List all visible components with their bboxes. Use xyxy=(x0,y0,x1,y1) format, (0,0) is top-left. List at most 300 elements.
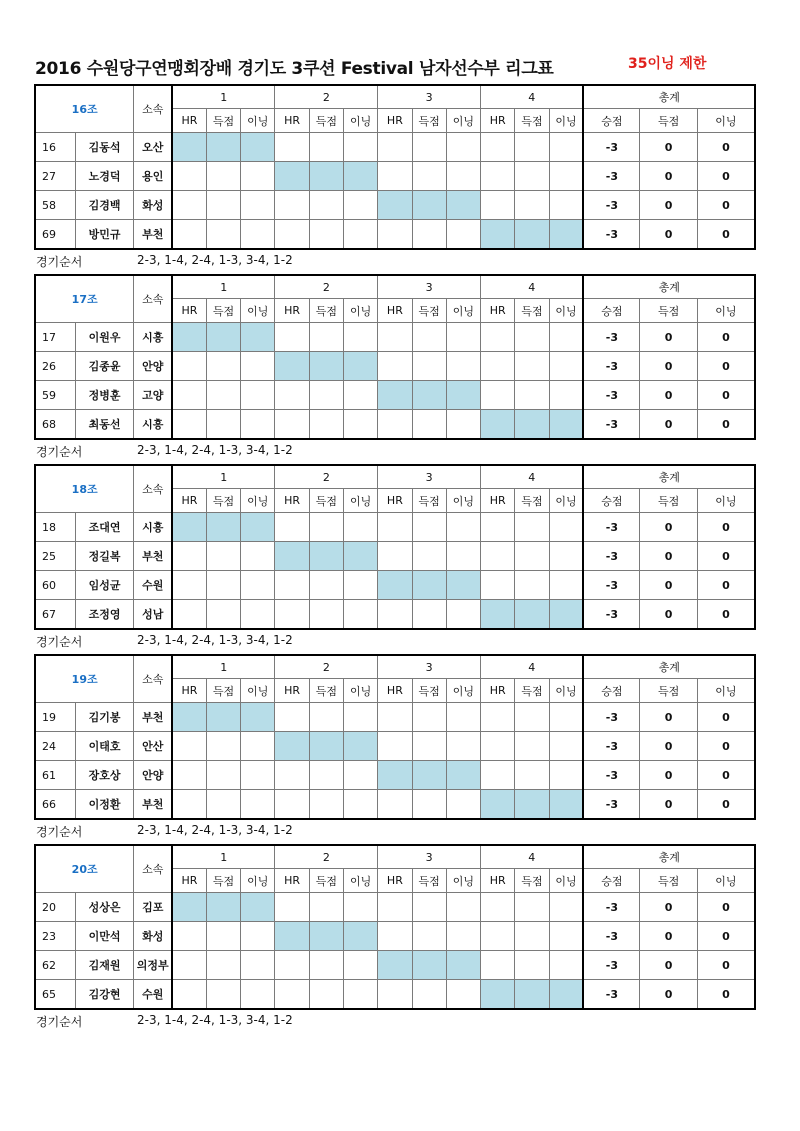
total-sub-header-score: 득점 xyxy=(640,679,697,703)
match-cell[interactable] xyxy=(343,600,377,630)
match-cell[interactable] xyxy=(275,410,309,440)
table-row xyxy=(35,513,755,542)
match-cell[interactable] xyxy=(309,761,343,790)
total-win-points: -3 xyxy=(583,381,639,410)
opponent-column-header: 4 xyxy=(481,85,584,109)
match-cell[interactable] xyxy=(275,381,309,410)
self-match-cell xyxy=(275,922,309,951)
self-match-cell xyxy=(241,513,275,542)
self-match-cell xyxy=(378,571,412,600)
match-cell[interactable] xyxy=(412,352,446,381)
match-cell[interactable] xyxy=(172,191,206,220)
match-cell[interactable] xyxy=(343,703,377,732)
total-header: 총계 xyxy=(583,465,755,489)
match-cell[interactable] xyxy=(343,133,377,162)
match-cell[interactable] xyxy=(275,571,309,600)
match-cell[interactable] xyxy=(206,352,240,381)
group-block xyxy=(34,464,756,630)
match-cell[interactable] xyxy=(412,542,446,571)
match-cell[interactable] xyxy=(549,542,583,571)
match-cell[interactable] xyxy=(309,893,343,922)
sub-header-score: 득점 xyxy=(309,869,343,893)
match-cell[interactable] xyxy=(206,922,240,951)
match-cell[interactable] xyxy=(241,381,275,410)
match-cell[interactable] xyxy=(172,542,206,571)
match-cell[interactable] xyxy=(481,732,515,761)
match-cell[interactable] xyxy=(275,513,309,542)
match-cell[interactable] xyxy=(206,191,240,220)
match-cell[interactable] xyxy=(515,162,549,191)
match-cell[interactable] xyxy=(446,513,480,542)
match-cell[interactable] xyxy=(172,352,206,381)
match-cell[interactable] xyxy=(481,571,515,600)
total-header: 총계 xyxy=(583,275,755,299)
total-win-points: -3 xyxy=(583,133,639,162)
self-match-cell xyxy=(309,732,343,761)
match-cell[interactable] xyxy=(206,571,240,600)
match-cell[interactable] xyxy=(309,703,343,732)
player-number: 27 xyxy=(35,162,75,191)
total-header: 총계 xyxy=(583,845,755,869)
self-match-cell xyxy=(343,352,377,381)
match-cell[interactable] xyxy=(412,790,446,820)
opponent-column-header: 1 xyxy=(172,275,275,299)
match-cell[interactable] xyxy=(206,790,240,820)
match-cell[interactable] xyxy=(241,732,275,761)
league-table xyxy=(34,844,756,1010)
player-name: 장호상 xyxy=(75,761,133,790)
match-cell[interactable] xyxy=(378,162,412,191)
match-cell[interactable] xyxy=(378,790,412,820)
total-sub-header-inning: 이닝 xyxy=(697,679,755,703)
self-match-cell xyxy=(446,951,480,980)
self-match-cell xyxy=(549,410,583,440)
match-cell[interactable] xyxy=(549,951,583,980)
total-score: 0 xyxy=(640,542,697,571)
match-cell[interactable] xyxy=(309,323,343,352)
table-row xyxy=(35,790,755,820)
opponent-column-header: 4 xyxy=(481,465,584,489)
sub-header-score: 득점 xyxy=(206,109,240,133)
player-name: 이만석 xyxy=(75,922,133,951)
match-cell[interactable] xyxy=(241,571,275,600)
match-cell[interactable] xyxy=(378,542,412,571)
match-cell[interactable] xyxy=(481,513,515,542)
match-cell[interactable] xyxy=(343,761,377,790)
match-cell[interactable] xyxy=(549,732,583,761)
match-cell[interactable] xyxy=(343,191,377,220)
match-cell[interactable] xyxy=(412,133,446,162)
match-cell[interactable] xyxy=(446,352,480,381)
sub-header-score: 득점 xyxy=(309,299,343,323)
match-cell[interactable] xyxy=(481,922,515,951)
match-cell[interactable] xyxy=(378,922,412,951)
match-cell[interactable] xyxy=(275,951,309,980)
match-cell[interactable] xyxy=(412,600,446,630)
match-cell[interactable] xyxy=(172,162,206,191)
table-row xyxy=(35,381,755,410)
sub-header-score: 득점 xyxy=(515,299,549,323)
total-score: 0 xyxy=(640,703,697,732)
match-cell[interactable] xyxy=(412,220,446,250)
table-row xyxy=(35,571,755,600)
player-name: 정길복 xyxy=(75,542,133,571)
sub-header-inning: 이닝 xyxy=(241,869,275,893)
match-cell[interactable] xyxy=(241,191,275,220)
match-cell[interactable] xyxy=(481,381,515,410)
match-cell[interactable] xyxy=(172,410,206,440)
player-number: 60 xyxy=(35,571,75,600)
self-match-cell xyxy=(446,381,480,410)
total-sub-header-win: 승점 xyxy=(583,869,639,893)
match-cell[interactable] xyxy=(549,162,583,191)
match-cell[interactable] xyxy=(309,600,343,630)
match-cell[interactable] xyxy=(515,191,549,220)
match-cell[interactable] xyxy=(206,600,240,630)
table-row xyxy=(35,922,755,951)
total-win-points: -3 xyxy=(583,513,639,542)
self-match-cell xyxy=(241,323,275,352)
match-cell[interactable] xyxy=(549,352,583,381)
match-cell[interactable] xyxy=(172,732,206,761)
match-cell[interactable] xyxy=(412,513,446,542)
match-cell[interactable] xyxy=(378,410,412,440)
total-innings: 0 xyxy=(697,133,755,162)
match-cell[interactable] xyxy=(515,381,549,410)
match-cell[interactable] xyxy=(275,323,309,352)
match-cell[interactable] xyxy=(275,980,309,1010)
match-cell[interactable] xyxy=(481,542,515,571)
match-cell[interactable] xyxy=(549,922,583,951)
total-sub-header-win: 승점 xyxy=(583,489,639,513)
match-cell[interactable] xyxy=(241,162,275,191)
match-cell[interactable] xyxy=(172,220,206,250)
match-cell[interactable] xyxy=(549,513,583,542)
match-cell[interactable] xyxy=(309,381,343,410)
match-cell[interactable] xyxy=(446,220,480,250)
total-header: 총계 xyxy=(583,85,755,109)
self-match-cell xyxy=(481,600,515,630)
match-cell[interactable] xyxy=(241,951,275,980)
match-cell[interactable] xyxy=(446,922,480,951)
match-cell[interactable] xyxy=(549,381,583,410)
total-innings: 0 xyxy=(697,703,755,732)
match-cell[interactable] xyxy=(206,761,240,790)
match-cell[interactable] xyxy=(412,732,446,761)
match-cell[interactable] xyxy=(309,980,343,1010)
sub-header-hr: HR xyxy=(481,679,515,703)
match-cell[interactable] xyxy=(515,133,549,162)
match-cell[interactable] xyxy=(206,542,240,571)
match-cell[interactable] xyxy=(412,703,446,732)
match-cell[interactable] xyxy=(515,571,549,600)
total-win-points: -3 xyxy=(583,893,639,922)
match-cell[interactable] xyxy=(172,761,206,790)
match-cell[interactable] xyxy=(343,790,377,820)
table-row xyxy=(35,410,755,440)
table-row xyxy=(35,323,755,352)
match-cell[interactable] xyxy=(549,761,583,790)
match-cell[interactable] xyxy=(343,410,377,440)
player-name: 김강현 xyxy=(75,980,133,1010)
match-cell[interactable] xyxy=(343,220,377,250)
total-win-points: -3 xyxy=(583,220,639,250)
match-cell[interactable] xyxy=(515,703,549,732)
match-cell[interactable] xyxy=(446,323,480,352)
player-name: 최동선 xyxy=(75,410,133,440)
match-cell[interactable] xyxy=(241,220,275,250)
self-match-cell xyxy=(309,162,343,191)
table-row xyxy=(35,980,755,1010)
match-order-sequence: 2-3, 1-4, 2-4, 1-3, 3-4, 1-2 xyxy=(137,633,293,647)
match-cell[interactable] xyxy=(446,542,480,571)
match-cell[interactable] xyxy=(515,732,549,761)
total-innings: 0 xyxy=(697,381,755,410)
match-cell[interactable] xyxy=(515,323,549,352)
sub-header-hr: HR xyxy=(172,869,206,893)
match-cell[interactable] xyxy=(378,732,412,761)
match-cell[interactable] xyxy=(378,220,412,250)
match-cell[interactable] xyxy=(481,761,515,790)
self-match-cell xyxy=(275,162,309,191)
match-cell[interactable] xyxy=(446,703,480,732)
match-order-label: 경기순서 xyxy=(36,635,83,649)
total-sub-header-win: 승점 xyxy=(583,299,639,323)
sub-header-score: 득점 xyxy=(412,299,446,323)
match-cell[interactable] xyxy=(241,922,275,951)
match-cell[interactable] xyxy=(275,600,309,630)
match-cell[interactable] xyxy=(378,980,412,1010)
match-cell[interactable] xyxy=(481,133,515,162)
sub-header-score: 득점 xyxy=(206,489,240,513)
match-cell[interactable] xyxy=(549,703,583,732)
total-sub-header-win: 승점 xyxy=(583,679,639,703)
match-cell[interactable] xyxy=(206,732,240,761)
match-cell[interactable] xyxy=(172,600,206,630)
total-score: 0 xyxy=(640,600,697,630)
match-cell[interactable] xyxy=(309,220,343,250)
match-cell[interactable] xyxy=(515,352,549,381)
group-name: 19조 xyxy=(35,655,134,703)
match-cell[interactable] xyxy=(412,323,446,352)
match-cell[interactable] xyxy=(515,513,549,542)
match-cell[interactable] xyxy=(172,790,206,820)
match-cell[interactable] xyxy=(378,893,412,922)
match-cell[interactable] xyxy=(515,922,549,951)
league-table xyxy=(34,274,756,440)
match-cell[interactable] xyxy=(309,571,343,600)
self-match-cell xyxy=(241,893,275,922)
match-cell[interactable] xyxy=(206,220,240,250)
match-cell[interactable] xyxy=(378,323,412,352)
player-name: 노경덕 xyxy=(75,162,133,191)
club-header: 소속 xyxy=(134,845,172,893)
player-club: 안양 xyxy=(134,352,172,381)
match-cell[interactable] xyxy=(275,761,309,790)
table-row xyxy=(35,951,755,980)
match-cell[interactable] xyxy=(343,951,377,980)
match-cell[interactable] xyxy=(515,893,549,922)
match-cell[interactable] xyxy=(343,323,377,352)
match-cell[interactable] xyxy=(275,790,309,820)
match-cell[interactable] xyxy=(378,703,412,732)
match-cell[interactable] xyxy=(481,951,515,980)
match-cell[interactable] xyxy=(412,980,446,1010)
player-number: 25 xyxy=(35,542,75,571)
match-cell[interactable] xyxy=(549,133,583,162)
match-cell[interactable] xyxy=(275,133,309,162)
match-cell[interactable] xyxy=(343,980,377,1010)
match-order xyxy=(0,1013,700,1031)
match-cell[interactable] xyxy=(275,893,309,922)
player-club: 수원 xyxy=(134,980,172,1010)
match-cell[interactable] xyxy=(241,600,275,630)
match-cell[interactable] xyxy=(378,513,412,542)
match-cell[interactable] xyxy=(241,790,275,820)
match-cell[interactable] xyxy=(309,790,343,820)
match-cell[interactable] xyxy=(549,571,583,600)
match-cell[interactable] xyxy=(172,980,206,1010)
match-cell[interactable] xyxy=(206,162,240,191)
match-cell[interactable] xyxy=(206,951,240,980)
self-match-cell xyxy=(343,922,377,951)
match-cell[interactable] xyxy=(309,951,343,980)
sub-header-inning: 이닝 xyxy=(241,109,275,133)
match-order-label: 경기순서 xyxy=(36,1015,83,1029)
match-cell[interactable] xyxy=(446,980,480,1010)
league-table xyxy=(34,654,756,820)
match-cell[interactable] xyxy=(446,600,480,630)
match-cell[interactable] xyxy=(481,352,515,381)
league-table xyxy=(34,84,756,250)
self-match-cell xyxy=(275,352,309,381)
match-cell[interactable] xyxy=(241,410,275,440)
group-block xyxy=(34,844,756,1010)
opponent-column-header: 2 xyxy=(275,465,378,489)
sub-header-inning: 이닝 xyxy=(446,679,480,703)
match-cell[interactable] xyxy=(446,893,480,922)
match-cell[interactable] xyxy=(378,133,412,162)
match-cell[interactable] xyxy=(515,761,549,790)
match-cell[interactable] xyxy=(549,323,583,352)
match-cell[interactable] xyxy=(309,191,343,220)
match-cell[interactable] xyxy=(515,951,549,980)
match-cell[interactable] xyxy=(309,133,343,162)
sub-header-inning: 이닝 xyxy=(549,109,583,133)
total-sub-header-win: 승점 xyxy=(583,109,639,133)
match-cell[interactable] xyxy=(378,600,412,630)
group-name: 20조 xyxy=(35,845,134,893)
total-innings: 0 xyxy=(697,790,755,820)
total-score: 0 xyxy=(640,790,697,820)
match-cell[interactable] xyxy=(343,571,377,600)
match-cell[interactable] xyxy=(549,893,583,922)
sub-header-inning: 이닝 xyxy=(549,299,583,323)
page-title: 2016 수원당구연맹회장배 경기도 3쿠션 Festival 남자선수부 리그표 xyxy=(35,59,554,79)
player-club: 시흥 xyxy=(134,410,172,440)
match-cell[interactable] xyxy=(378,352,412,381)
sub-header-score: 득점 xyxy=(412,679,446,703)
match-cell[interactable] xyxy=(481,191,515,220)
match-cell[interactable] xyxy=(206,980,240,1010)
player-number: 61 xyxy=(35,761,75,790)
match-cell[interactable] xyxy=(309,513,343,542)
player-name: 조정영 xyxy=(75,600,133,630)
self-match-cell xyxy=(309,352,343,381)
total-innings: 0 xyxy=(697,323,755,352)
player-name: 이원우 xyxy=(75,323,133,352)
sub-header-hr: HR xyxy=(378,869,412,893)
player-club: 화성 xyxy=(134,191,172,220)
match-cell[interactable] xyxy=(481,893,515,922)
match-cell[interactable] xyxy=(343,893,377,922)
group-name: 18조 xyxy=(35,465,134,513)
match-cell[interactable] xyxy=(549,191,583,220)
league-table xyxy=(34,464,756,630)
match-cell[interactable] xyxy=(481,323,515,352)
match-cell[interactable] xyxy=(309,410,343,440)
match-cell[interactable] xyxy=(241,542,275,571)
match-cell[interactable] xyxy=(241,980,275,1010)
match-cell[interactable] xyxy=(481,703,515,732)
match-cell[interactable] xyxy=(412,410,446,440)
match-cell[interactable] xyxy=(412,162,446,191)
match-cell[interactable] xyxy=(275,191,309,220)
self-match-cell xyxy=(481,220,515,250)
match-cell[interactable] xyxy=(241,352,275,381)
match-cell[interactable] xyxy=(206,410,240,440)
player-club: 부천 xyxy=(134,220,172,250)
player-name: 김경백 xyxy=(75,191,133,220)
match-cell[interactable] xyxy=(481,162,515,191)
match-cell[interactable] xyxy=(343,381,377,410)
sub-header-inning: 이닝 xyxy=(549,489,583,513)
player-club: 부천 xyxy=(134,790,172,820)
total-sub-header-inning: 이닝 xyxy=(697,869,755,893)
match-cell[interactable] xyxy=(172,571,206,600)
total-header: 총계 xyxy=(583,655,755,679)
total-score: 0 xyxy=(640,513,697,542)
match-cell[interactable] xyxy=(172,381,206,410)
match-cell[interactable] xyxy=(206,381,240,410)
match-cell[interactable] xyxy=(446,162,480,191)
sub-header-inning: 이닝 xyxy=(241,679,275,703)
match-cell[interactable] xyxy=(241,761,275,790)
match-cell[interactable] xyxy=(172,922,206,951)
club-header: 소속 xyxy=(134,655,172,703)
opponent-column-header: 3 xyxy=(378,845,481,869)
match-cell[interactable] xyxy=(446,133,480,162)
sub-header-score: 득점 xyxy=(515,489,549,513)
match-cell[interactable] xyxy=(446,410,480,440)
match-cell[interactable] xyxy=(412,922,446,951)
match-cell[interactable] xyxy=(412,893,446,922)
match-cell[interactable] xyxy=(446,790,480,820)
player-club: 시흥 xyxy=(134,323,172,352)
player-number: 62 xyxy=(35,951,75,980)
sub-header-score: 득점 xyxy=(515,109,549,133)
match-cell[interactable] xyxy=(275,220,309,250)
match-cell[interactable] xyxy=(172,951,206,980)
player-number: 68 xyxy=(35,410,75,440)
match-cell[interactable] xyxy=(275,703,309,732)
total-sub-header-inning: 이닝 xyxy=(697,299,755,323)
player-number: 16 xyxy=(35,133,75,162)
self-match-cell xyxy=(481,980,515,1010)
match-cell[interactable] xyxy=(515,542,549,571)
match-cell[interactable] xyxy=(446,732,480,761)
match-cell[interactable] xyxy=(343,513,377,542)
